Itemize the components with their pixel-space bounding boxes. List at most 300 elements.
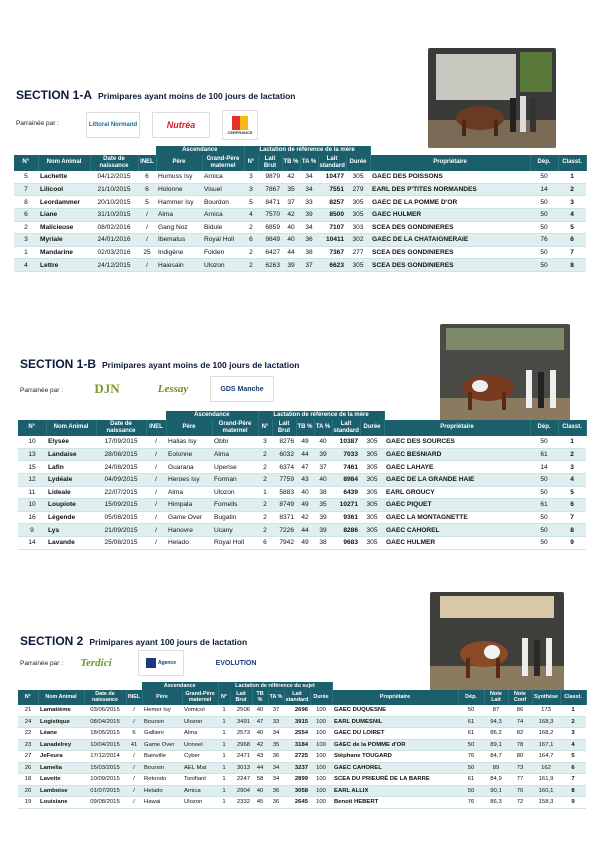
table-cell: 50 (530, 208, 558, 221)
table-cell: 8749 (272, 499, 296, 512)
table-cell: 36 (268, 797, 284, 809)
group-header-lactation: Lactation de référence de la mère (244, 146, 370, 155)
table-cell: 100 (310, 785, 332, 797)
table-cell: 86 (508, 705, 532, 717)
table-cell: 3 (558, 196, 586, 209)
col-header: Père (166, 420, 212, 436)
table-cell: Alma (166, 486, 212, 499)
table-cell: GAEC DUQUESNE (332, 705, 458, 717)
table-cell: 41 (126, 739, 142, 751)
col-header: Grand-Père maternel (202, 155, 244, 171)
table-cell: 37 (268, 705, 284, 717)
table-cell: 7551 (318, 183, 346, 196)
table-cell: 28/08/2015 (96, 448, 146, 461)
sponsor-label: Parrainée par : (20, 660, 63, 667)
table-cell: 78 (508, 739, 532, 751)
table-cell: Elysée (46, 436, 96, 449)
table-cell: 7461 (332, 461, 360, 474)
table-cell: GAEC LA MONTAGNETTE (384, 511, 530, 524)
table-row (18, 774, 586, 786)
table-cell: Loupiote (46, 499, 96, 512)
table-cell: 61 (458, 774, 484, 786)
table-cell: 5 (558, 486, 586, 499)
table-cell: 45 (252, 797, 268, 809)
table-cell: Alma (156, 208, 202, 221)
table-cell: 305 (346, 171, 370, 184)
table-cell: 50 (530, 221, 558, 234)
table-cell: 33 (300, 196, 318, 209)
table-cell: 40 (296, 486, 314, 499)
sponsor-logo: Littoral Normand (86, 112, 140, 138)
table-cell: GAEC CAHOREL (332, 762, 458, 774)
table-cell: 3184 (284, 739, 310, 751)
table-cell: 13 (18, 448, 46, 461)
table-cell: 6 (244, 234, 258, 247)
table-cell: 76 (530, 234, 558, 247)
table-cell: 8471 (258, 196, 282, 209)
table-cell: 10477 (318, 171, 346, 184)
table-cell: 50 (530, 436, 558, 449)
table-cell: 1 (218, 797, 230, 809)
table-cell: 40 (314, 473, 332, 486)
table-cell: SCEA DES GONDINIERES (370, 246, 530, 259)
table-cell: Stéphane TOUGARD (332, 751, 458, 763)
table-cell: 1 (218, 774, 230, 786)
table-cell: Lamboise (38, 785, 84, 797)
table-cell: 18/05/2015 (84, 728, 126, 740)
table-cell: 08/04/2015 (84, 716, 126, 728)
col-header: N° (244, 155, 258, 171)
table-cell: Uperise (212, 461, 258, 474)
table-cell: Heroes Isy (166, 473, 212, 486)
table-cell: 4 (244, 208, 258, 221)
table-cell: 2506 (230, 705, 252, 717)
table-cell: 10271 (332, 499, 360, 512)
table-cell: 44 (252, 762, 268, 774)
table-cell: Lamatième (38, 705, 84, 717)
table-cell: Leordammer (38, 196, 90, 209)
table-cell: 162 (532, 762, 560, 774)
table-cell: / (126, 705, 142, 717)
table-cell: 15/03/2015 (84, 762, 126, 774)
table-cell: 6 (258, 536, 272, 549)
table-row (18, 751, 586, 763)
table-cell: 21 (18, 705, 38, 717)
table-cell: 305 (360, 511, 384, 524)
table-cell: 9 (18, 524, 46, 537)
table-cell: 50 (458, 762, 484, 774)
table-cell: 9 (558, 536, 586, 549)
table-cell: 1 (558, 436, 586, 449)
table-cell: EARL DUMESNIL (332, 716, 458, 728)
col-header: Classt. (558, 420, 586, 436)
table-cell: 18 (18, 774, 38, 786)
table-cell: Lavande (46, 536, 96, 549)
agence-icon (146, 658, 156, 668)
table-cell: / (146, 473, 166, 486)
table-cell: GAEC HULMER (370, 208, 530, 221)
col-header: Grand-Père maternel (182, 690, 218, 704)
table-cell: Bugatin (212, 511, 258, 524)
table-cell: 15/09/2015 (96, 499, 146, 512)
table-cell: Liane (38, 208, 90, 221)
table-cell: 39 (314, 511, 332, 524)
table-cell: Lamelia (38, 762, 84, 774)
table-cell: Myriale (38, 234, 90, 247)
table-cell: 5 (138, 196, 156, 209)
sponsor-label: Parrainée par : (20, 387, 63, 394)
table-cell: 40 (282, 234, 300, 247)
col-header: Propriétaire (384, 420, 530, 436)
table-cell: 58 (252, 774, 268, 786)
table-cell: Tonifiant (182, 774, 218, 786)
table-cell: 14 (530, 461, 558, 474)
table-cell: 305 (346, 259, 370, 272)
table-cell: 305 (360, 536, 384, 549)
table-cell: GAEC DE LA CHATAIGNERAIE (370, 234, 530, 247)
table-cell: 7867 (258, 183, 282, 196)
table-cell: Ulozon (202, 259, 244, 272)
table-cell: 2899 (284, 774, 310, 786)
group-header-ascendance: Ascendance (166, 411, 258, 420)
table-cell: Hemer Isy (142, 705, 182, 717)
section-number: SECTION 1-A (16, 88, 93, 102)
table-cell: / (146, 511, 166, 524)
table-cell: 1 (218, 785, 230, 797)
table-cell: / (146, 448, 166, 461)
col-header: Nom Animal (38, 690, 84, 704)
table-cell: 20 (18, 785, 38, 797)
table-cell: 61 (530, 499, 558, 512)
table-cell: Royal Holl (202, 234, 244, 247)
table-cell: Gang Noz (156, 221, 202, 234)
col-header: TA % (314, 420, 332, 436)
table-cell: 10387 (332, 436, 360, 449)
table-cell: 305 (360, 448, 384, 461)
col-header: Lait standard (285, 691, 309, 704)
table-cell: 21/09/2015 (96, 524, 146, 537)
table-cell: Arnica (202, 208, 244, 221)
table-row (18, 728, 586, 740)
table-cell: 1 (258, 486, 272, 499)
table-cell: Lydéale (46, 473, 96, 486)
table-cell: 50 (458, 705, 484, 717)
table-cell: 50 (530, 196, 558, 209)
table-cell: 76 (458, 797, 484, 809)
table-cell: SCEA DES GONDINIERES (370, 221, 530, 234)
sponsor-logo: GDS Manche (210, 376, 274, 402)
table-cell: 49 (296, 436, 314, 449)
table-cell: 74 (508, 716, 532, 728)
sponsor-logo: CERFRANCE (222, 110, 258, 140)
col-header: Dép. (458, 690, 484, 704)
table-cell: 50 (530, 259, 558, 272)
table-cell: 9 (560, 797, 586, 809)
group-header-lactation: Lactation de référence de la mère (258, 411, 384, 420)
table-cell: Lavette (38, 774, 84, 786)
col-header: Lait Brut (230, 690, 252, 704)
table-row (18, 705, 586, 717)
table-cell: 23 (18, 739, 38, 751)
table-cell: 27 (18, 751, 38, 763)
table-cell: 305 (360, 486, 384, 499)
table-cell: 2696 (284, 705, 310, 717)
table-cell: 25/08/2015 (96, 536, 146, 549)
table-cell: 16 (18, 511, 46, 524)
table-cell: 26 (18, 762, 38, 774)
table-cell: 49 (296, 536, 314, 549)
table-cell: 2 (258, 499, 272, 512)
table-cell: 305 (346, 208, 370, 221)
col-header: Date de naissance (84, 690, 126, 704)
table-cell: 6 (560, 762, 586, 774)
table-cell: 9849 (258, 234, 282, 247)
table-cell: 277 (346, 246, 370, 259)
group-header-lactation: Lactation de référence du sujet (218, 682, 332, 690)
table-cell: Louisiane (38, 797, 84, 809)
table-cell: 8286 (332, 524, 360, 537)
table-cell: 22 (18, 728, 38, 740)
col-header: Père (142, 690, 182, 704)
table-cell: 02/03/2016 (90, 246, 138, 259)
table-cell: 305 (346, 196, 370, 209)
table-cell: Visuel (202, 183, 244, 196)
table-cell: / (138, 234, 156, 247)
table-cell: 3 (258, 436, 272, 449)
table-cell: 2 (560, 716, 586, 728)
table-cell: 35 (268, 739, 284, 751)
table-cell: Mandarine (38, 246, 90, 259)
col-header: TA % (300, 155, 318, 171)
table-cell: 15 (18, 461, 46, 474)
table-cell: 89 (484, 762, 508, 774)
table-cell: 6427 (258, 246, 282, 259)
table-cell: 24 (18, 716, 38, 728)
table-cell: 5883 (272, 486, 296, 499)
table-cell: 44 (296, 524, 314, 537)
table-cell: Arnica (202, 171, 244, 184)
col-header: Classt. (558, 155, 586, 171)
table-cell: AEL Mat (182, 762, 218, 774)
table-cell: 04/12/2015 (90, 171, 138, 184)
table-cell: 3 (560, 728, 586, 740)
table-cell: 1 (218, 762, 230, 774)
table-cell: Ucany (212, 524, 258, 537)
table-cell: Unnoel (182, 739, 218, 751)
table-cell: 34 (268, 774, 284, 786)
table-cell: 8371 (272, 511, 296, 524)
section-number: SECTION 2 (20, 634, 84, 648)
table-cell: 9683 (332, 536, 360, 549)
table-cell: 37 (282, 196, 300, 209)
col-header: TB % (252, 690, 268, 704)
table-cell: 86,3 (484, 797, 508, 809)
table-cell: Lanadelrey (38, 739, 84, 751)
table-cell: 89,1 (484, 739, 508, 751)
table-cell: JeFeura (38, 751, 84, 763)
table-cell: 4 (560, 739, 586, 751)
col-header: Nom Animal (46, 420, 96, 436)
table-cell: / (146, 436, 166, 449)
table-cell: 1 (218, 739, 230, 751)
table-cell: 3915 (284, 716, 310, 728)
table-cell: 04/09/2015 (96, 473, 146, 486)
table-cell: 09/08/2015 (84, 797, 126, 809)
table-cell: / (146, 461, 166, 474)
sponsor-logo: DJN (80, 376, 134, 402)
table-cell: Retondo (142, 774, 182, 786)
table-cell: 167,1 (532, 739, 560, 751)
table-cell: 2471 (230, 751, 252, 763)
table-cell: 03/06/2015 (84, 705, 126, 717)
table-cell: 08/02/2016 (90, 221, 138, 234)
table-cell: 38 (300, 246, 318, 259)
table-cell: Alma (212, 448, 258, 461)
table-cell: SCEA DU PRIEURÉ DE LA BARRE (332, 774, 458, 786)
table-cell: GAEC DE LA GRANDE HAIE (384, 473, 530, 486)
table-cell: 82 (508, 728, 532, 740)
table-cell: 42 (282, 171, 300, 184)
table-cell: 6623 (318, 259, 346, 272)
table-cell: 7226 (272, 524, 296, 537)
table-row (18, 797, 586, 809)
table-cell: 47 (252, 716, 268, 728)
table-cell: Helado (142, 785, 182, 797)
col-header: Durée (346, 155, 370, 171)
table-cell: Humuss Isy (156, 171, 202, 184)
table-cell: 8257 (318, 196, 346, 209)
sponsor-logo: Nutréa (152, 112, 210, 138)
col-header: INEL (126, 690, 142, 704)
table-cell: 50 (530, 524, 558, 537)
table-cell: 10 (18, 436, 46, 449)
table-cell: 8276 (272, 436, 296, 449)
table-cell: 4 (558, 208, 586, 221)
section-subtitle: Primipares ayant moins de 100 jours de lactation (98, 91, 296, 101)
col-header: Nom Animal (38, 155, 90, 171)
table-cell: Hawai (142, 797, 182, 809)
table-cell: 2 (244, 221, 258, 234)
col-header: Dép. (530, 155, 558, 171)
table-cell: EARL GROUCY (384, 486, 530, 499)
table-cell: 61 (458, 728, 484, 740)
table-cell: GAEC DES POISSONS (370, 171, 530, 184)
table-cell: 70 (508, 785, 532, 797)
table-cell: 2 (558, 183, 586, 196)
table-cell: 17/09/2015 (96, 436, 146, 449)
table-cell: 38 (314, 536, 332, 549)
table-cell: Indigène (156, 246, 202, 259)
table-cell: 24/08/2015 (96, 461, 146, 474)
table-cell: 50 (458, 739, 484, 751)
table-cell: 5 (560, 751, 586, 763)
table-cell: 87 (484, 705, 508, 717)
table-cell: Ulozon (182, 797, 218, 809)
table-cell: 6439 (332, 486, 360, 499)
table-cell: 1 (558, 171, 586, 184)
table-cell: 8 (560, 785, 586, 797)
col-header: TB % (282, 155, 300, 171)
table-cell: 94,3 (484, 716, 508, 728)
table-cell: 6 (14, 208, 38, 221)
table-cell: 42 (296, 511, 314, 524)
table-cell: / (126, 751, 142, 763)
table-cell: 6263 (258, 259, 282, 272)
table-cell: Boursin (142, 762, 182, 774)
section-number: SECTION 1-B (20, 357, 97, 371)
table-cell: 38 (314, 486, 332, 499)
col-header: Grand-Père maternel (212, 420, 258, 436)
table-cell: 19 (18, 797, 38, 809)
table-cell: Guarana (166, 461, 212, 474)
table-cell: 161,9 (532, 774, 560, 786)
table-cell: 6 (138, 171, 156, 184)
col-header: Lait standard (333, 420, 359, 434)
table-cell: 5 (244, 196, 258, 209)
table-cell: / (146, 524, 166, 537)
table-cell: 36 (268, 785, 284, 797)
table-row (18, 716, 586, 728)
col-header: Note Conf (508, 690, 532, 704)
table-cell: / (146, 536, 166, 549)
table-row (18, 785, 586, 797)
table-cell: 21/10/2015 (90, 183, 138, 196)
table-cell: / (138, 208, 156, 221)
table-cell: GAEC BESNIARD (384, 448, 530, 461)
col-header: Classt. (560, 690, 586, 704)
table-cell: Fornells (212, 499, 258, 512)
table-cell: Lafin (46, 461, 96, 474)
table-cell: Himpala (166, 499, 212, 512)
table-cell: 11 (18, 486, 46, 499)
table-cell: 3 (14, 234, 38, 247)
table-cell: 77 (508, 774, 532, 786)
col-header: Propriétaire (370, 155, 530, 171)
col-header: Synthèse (532, 690, 560, 704)
table-cell: 100 (310, 774, 332, 786)
table-cell: 7 (558, 246, 586, 259)
table-cell: 50 (530, 536, 558, 549)
table-cell: 305 (360, 461, 384, 474)
table-cell: Arnica (182, 785, 218, 797)
table-cell: / (146, 499, 166, 512)
table-cell: 100 (310, 762, 332, 774)
table-cell: / (126, 785, 142, 797)
table-cell: 43 (296, 473, 314, 486)
table-cell: 3013 (230, 762, 252, 774)
table-cell: SCEA DES GONDINIERES (370, 259, 530, 272)
table-cell: 37 (314, 461, 332, 474)
table-cell: 100 (310, 751, 332, 763)
table-cell: 100 (310, 728, 332, 740)
table-cell: 10 (18, 499, 46, 512)
table-cell: 40 (314, 436, 332, 449)
table-cell: 86,2 (484, 728, 508, 740)
table-cell: 7 (560, 774, 586, 786)
table-cell: 7033 (332, 448, 360, 461)
table-cell: GAEC de la POMME d'OR (332, 739, 458, 751)
table-cell: Malicieuse (38, 221, 90, 234)
table-cell: 50 (530, 246, 558, 259)
table-cell: Gallieni (142, 728, 182, 740)
table-cell: 6 (138, 183, 156, 196)
table-cell: 168,3 (532, 716, 560, 728)
table-cell: 3237 (284, 762, 310, 774)
table-cell: 8984 (332, 473, 360, 486)
table-cell: 10411 (318, 234, 346, 247)
table-cell: 2 (258, 448, 272, 461)
table-cell: / (146, 486, 166, 499)
